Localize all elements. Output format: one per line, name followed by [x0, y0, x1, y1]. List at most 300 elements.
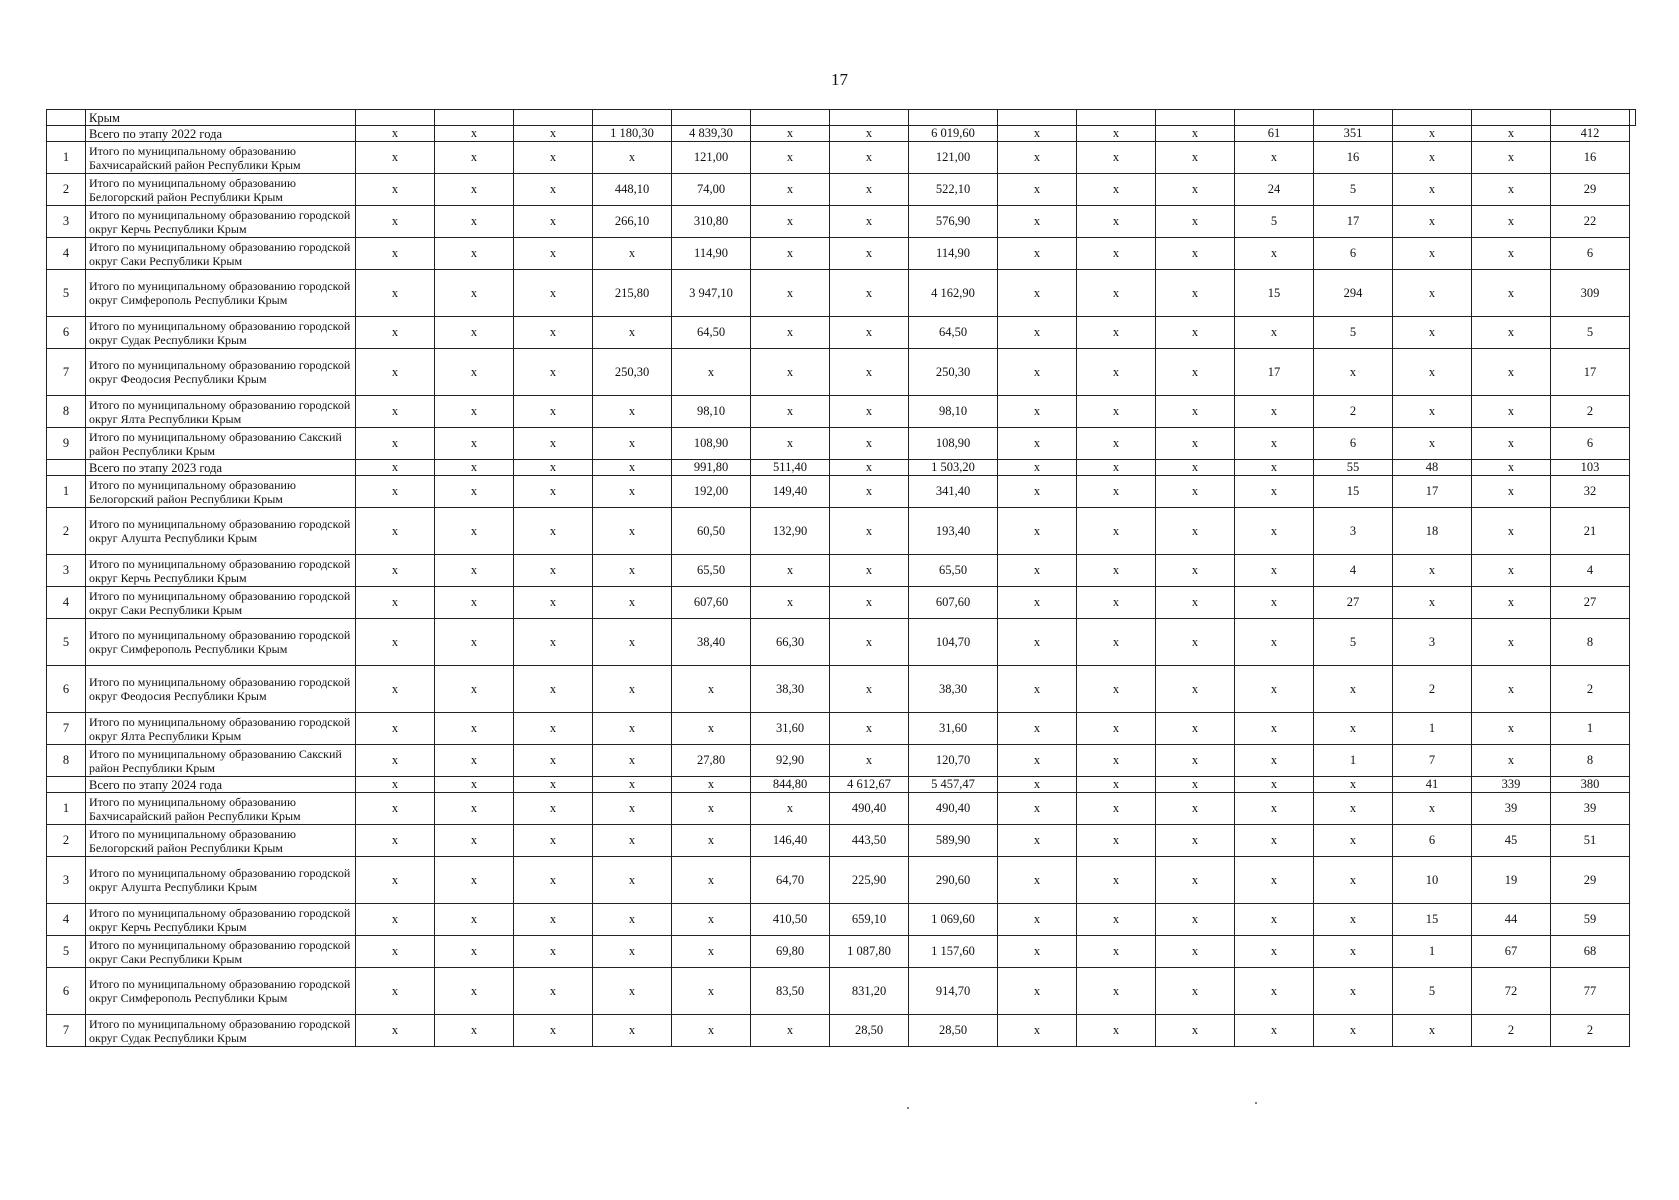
table-total-row [47, 777, 1636, 793]
table-cell: x [514, 396, 593, 428]
table-cell: 114,90 [672, 238, 751, 270]
table-cell: 607,60 [909, 587, 998, 619]
table-cell: 991,80 [672, 460, 751, 476]
table-cell: 4 [1314, 555, 1393, 587]
table-cell [435, 110, 514, 126]
table-cell: 24 [1235, 174, 1314, 206]
row-number: 4 [47, 587, 86, 619]
table-cell: 16 [1314, 142, 1393, 174]
table-cell: x [1077, 968, 1156, 1015]
table-cell: x [435, 904, 514, 936]
table-cell: x [830, 238, 909, 270]
table-cell: 28,50 [909, 1015, 998, 1047]
table-cell: x [830, 349, 909, 396]
table-cell: x [998, 713, 1077, 745]
table-cell: 27 [1551, 587, 1630, 619]
table-cell: 31,60 [909, 713, 998, 745]
table-cell: x [751, 174, 830, 206]
table-row [47, 174, 1636, 206]
table-cell: x [1235, 745, 1314, 777]
table-cell: x [1077, 713, 1156, 745]
table-cell: x [1235, 587, 1314, 619]
table-cell [1156, 110, 1235, 126]
table-cell: 5 457,47 [909, 777, 998, 793]
table-cell: x [751, 206, 830, 238]
table-cell: x [1472, 460, 1551, 476]
table-cell: x [1156, 142, 1235, 174]
table-cell: 490,40 [830, 793, 909, 825]
table-row [47, 904, 1636, 936]
row-name: Итого по муниципальному образованию городской округ Саки Республики Крым [86, 936, 356, 968]
table-cell: 339 [1472, 777, 1551, 793]
table-cell: x [1314, 857, 1393, 904]
table-cell: x [830, 619, 909, 666]
table-cell: x [514, 793, 593, 825]
table-cell: 10 [1393, 857, 1472, 904]
table-cell: x [751, 142, 830, 174]
row-number: 1 [47, 793, 86, 825]
table-cell: x [830, 713, 909, 745]
table-cell: 27,80 [672, 745, 751, 777]
scan-speck [1255, 1102, 1257, 1104]
table-cell: x [751, 126, 830, 142]
row-name: Итого по муниципальному образованию Сакский район Республики Крым [86, 745, 356, 777]
table-cell: 192,00 [672, 476, 751, 508]
table-cell: 310,80 [672, 206, 751, 238]
table-cell: x [1314, 777, 1393, 793]
row-name: Крым [86, 110, 356, 126]
table-cell: x [1393, 587, 1472, 619]
table-cell: x [1472, 619, 1551, 666]
row-number: 3 [47, 857, 86, 904]
table-cell: 5 [1314, 317, 1393, 349]
table-cell: x [1235, 396, 1314, 428]
row-name: Итого по муниципальному образованию городской округ Саки Республики Крым [86, 238, 356, 270]
table-cell: x [1314, 904, 1393, 936]
table-cell: x [593, 142, 672, 174]
table-cell: x [1077, 857, 1156, 904]
table-cell: 38,30 [751, 666, 830, 713]
table-cell: x [751, 555, 830, 587]
table-cell: x [1314, 713, 1393, 745]
table-cell: x [1235, 666, 1314, 713]
table-cell: 72 [1472, 968, 1551, 1015]
table-cell: x [593, 508, 672, 555]
table-row [47, 396, 1636, 428]
table-cell: x [751, 317, 830, 349]
table-cell: x [1235, 555, 1314, 587]
table-cell: 659,10 [830, 904, 909, 936]
table-cell: x [356, 349, 435, 396]
table-cell: x [1077, 126, 1156, 142]
row-name: Итого по муниципальному образованию Бахчисарайский район Республики Крым [86, 793, 356, 825]
table-cell: x [672, 777, 751, 793]
table-cell: x [514, 745, 593, 777]
table-cell: x [593, 317, 672, 349]
table-row [47, 1015, 1636, 1047]
table-cell: 103 [1551, 460, 1630, 476]
table-cell: 410,50 [751, 904, 830, 936]
table-cell: 68 [1551, 936, 1630, 968]
table-cell: x [830, 745, 909, 777]
table-cell: x [998, 619, 1077, 666]
table-cell: x [751, 587, 830, 619]
row-name: Итого по муниципальному образованию Белогорский район Республики Крым [86, 825, 356, 857]
table-cell: x [672, 713, 751, 745]
table-row [47, 317, 1636, 349]
table-cell: x [1077, 270, 1156, 317]
table-cell: x [751, 793, 830, 825]
table-cell: 67 [1472, 936, 1551, 968]
table-cell: x [1472, 270, 1551, 317]
table-cell: x [1156, 508, 1235, 555]
table-cell: 3 947,10 [672, 270, 751, 317]
table-cell [830, 110, 909, 126]
table-cell: x [998, 508, 1077, 555]
table-cell: x [356, 174, 435, 206]
table-cell: x [1393, 270, 1472, 317]
table-cell [909, 110, 998, 126]
table-cell: x [1393, 126, 1472, 142]
row-number: 1 [47, 142, 86, 174]
table-cell: x [593, 968, 672, 1015]
table-cell: 21 [1551, 508, 1630, 555]
table-cell: 8 [1551, 619, 1630, 666]
table-cell: x [356, 428, 435, 460]
table-cell [672, 110, 751, 126]
table-cell: x [1156, 713, 1235, 745]
table-cell: x [1156, 126, 1235, 142]
row-name: Итого по муниципальному образованию городской округ Керчь Республики Крым [86, 555, 356, 587]
table-row [47, 555, 1636, 587]
row-name: Всего по этапу 2023 года [86, 460, 356, 476]
table-cell: x [1314, 936, 1393, 968]
table-cell: x [1077, 206, 1156, 238]
table-cell: x [435, 777, 514, 793]
table-cell: 6 019,60 [909, 126, 998, 142]
table-cell: x [1156, 587, 1235, 619]
table-cell [356, 110, 435, 126]
table-cell: x [1156, 476, 1235, 508]
table-cell: 448,10 [593, 174, 672, 206]
table-cell: x [1235, 793, 1314, 825]
table-cell: x [435, 206, 514, 238]
table-cell: 589,90 [909, 825, 998, 857]
table-cell: x [356, 619, 435, 666]
table-cell: 6 [1551, 238, 1630, 270]
table-cell: 39 [1472, 793, 1551, 825]
row-number: 9 [47, 428, 86, 460]
table-cell: x [830, 396, 909, 428]
table-cell: x [593, 619, 672, 666]
table-cell: x [830, 126, 909, 142]
table-cell: 266,10 [593, 206, 672, 238]
table-cell: x [998, 317, 1077, 349]
table-cell: 2 [1551, 396, 1630, 428]
table-cell: x [435, 825, 514, 857]
table-cell: x [1472, 238, 1551, 270]
table-cell: 294 [1314, 270, 1393, 317]
table-cell: x [672, 857, 751, 904]
table-cell: x [356, 587, 435, 619]
table-cell: x [1077, 460, 1156, 476]
table-cell: 193,40 [909, 508, 998, 555]
table-cell: x [435, 666, 514, 713]
table-cell: x [356, 904, 435, 936]
table-cell: x [514, 428, 593, 460]
table-cell: 4 162,90 [909, 270, 998, 317]
row-number: 2 [47, 508, 86, 555]
table-row [47, 206, 1636, 238]
table-cell: x [998, 825, 1077, 857]
table-cell: 92,90 [751, 745, 830, 777]
table-cell: x [593, 904, 672, 936]
table-cell: x [1235, 460, 1314, 476]
table-cell: x [1077, 1015, 1156, 1047]
table-cell: x [830, 270, 909, 317]
table-cell: x [593, 745, 672, 777]
row-number: 3 [47, 555, 86, 587]
row-name: Итого по муниципальному образованию городской округ Алушта Республики Крым [86, 508, 356, 555]
table-cell: 38,30 [909, 666, 998, 713]
table-cell: x [1156, 857, 1235, 904]
table-cell: x [356, 476, 435, 508]
table-cell: x [435, 936, 514, 968]
table-cell: x [514, 460, 593, 476]
table-cell: 6 [1393, 825, 1472, 857]
table-cell: x [593, 936, 672, 968]
table-cell: 59 [1551, 904, 1630, 936]
table-cell: 60,50 [672, 508, 751, 555]
table-row [47, 428, 1636, 460]
table-cell: x [514, 587, 593, 619]
table-cell: x [593, 238, 672, 270]
table-cell: x [998, 460, 1077, 476]
table-cell: 38,40 [672, 619, 751, 666]
table-cell: x [751, 349, 830, 396]
table-cell: 844,80 [751, 777, 830, 793]
table-cell: x [1472, 142, 1551, 174]
table-row [47, 349, 1636, 396]
table-cell: x [1314, 825, 1393, 857]
row-name: Итого по муниципальному образованию городской округ Алушта Республики Крым [86, 857, 356, 904]
table-cell [593, 110, 672, 126]
table-cell: x [1235, 904, 1314, 936]
table-cell: x [1077, 317, 1156, 349]
page-number: 17 [831, 70, 848, 89]
table-cell: x [998, 142, 1077, 174]
table-cell: x [514, 206, 593, 238]
table-cell: x [1077, 174, 1156, 206]
table-cell: x [1472, 587, 1551, 619]
table-cell: x [1156, 460, 1235, 476]
row-name: Итого по муниципальному образованию Сакский район Республики Крым [86, 428, 356, 460]
row-number: 7 [47, 713, 86, 745]
table-cell: x [435, 555, 514, 587]
table-cell: x [1156, 936, 1235, 968]
table-cell: x [998, 793, 1077, 825]
table-cell: x [514, 968, 593, 1015]
table-cell: 16 [1551, 142, 1630, 174]
table-total-row [47, 460, 1636, 476]
row-name: Итого по муниципальному образованию городской округ Саки Республики Крым [86, 587, 356, 619]
table-cell: x [514, 857, 593, 904]
table-cell: x [1077, 666, 1156, 713]
table-cell: x [998, 555, 1077, 587]
table-cell: x [435, 396, 514, 428]
table-cell: x [356, 460, 435, 476]
table-cell: 27 [1314, 587, 1393, 619]
table-cell: x [593, 555, 672, 587]
table-cell: x [1472, 396, 1551, 428]
table-cell: 290,60 [909, 857, 998, 904]
table-cell: x [435, 587, 514, 619]
table-row [47, 936, 1636, 968]
table-cell: x [1472, 126, 1551, 142]
table-cell: x [1077, 142, 1156, 174]
row-number: 7 [47, 1015, 86, 1047]
table-cell: 66,30 [751, 619, 830, 666]
table-cell: x [593, 396, 672, 428]
table-cell: 17 [1393, 476, 1472, 508]
table-cell: x [1314, 349, 1393, 396]
table-cell: x [1235, 508, 1314, 555]
table-cell: 5 [1393, 968, 1472, 1015]
row-number: 3 [47, 206, 86, 238]
table-row [47, 857, 1636, 904]
table-cell: x [356, 317, 435, 349]
table-cell: 55 [1314, 460, 1393, 476]
table-cell: x [514, 142, 593, 174]
table-cell: x [356, 666, 435, 713]
table-cell: x [1472, 317, 1551, 349]
table-cell: x [593, 713, 672, 745]
row-name: Итого по муниципальному образованию городской округ Феодосия Республики Крым [86, 349, 356, 396]
table-cell: x [356, 508, 435, 555]
table-cell: x [1235, 476, 1314, 508]
table-cell: x [593, 428, 672, 460]
table-cell: x [1077, 349, 1156, 396]
table-cell: x [514, 508, 593, 555]
table-cell: 17 [1235, 349, 1314, 396]
table-cell: x [1393, 238, 1472, 270]
table-cell: x [1077, 508, 1156, 555]
table-cell: 108,90 [909, 428, 998, 460]
table-cell: 17 [1314, 206, 1393, 238]
table-cell: x [830, 555, 909, 587]
table-cell: 15 [1393, 904, 1472, 936]
table-cell: x [1156, 777, 1235, 793]
table-cell: x [830, 317, 909, 349]
table-cell: 32 [1551, 476, 1630, 508]
table-cell: x [435, 857, 514, 904]
row-number: 5 [47, 936, 86, 968]
table-cell: 41 [1393, 777, 1472, 793]
table-cell: x [514, 270, 593, 317]
table-cell: x [435, 1015, 514, 1047]
table-cell: x [1472, 745, 1551, 777]
table-cell: x [1156, 1015, 1235, 1047]
table-cell: x [435, 428, 514, 460]
table-cell: x [751, 428, 830, 460]
table-cell: x [672, 1015, 751, 1047]
row-name: Итого по муниципальному образованию городской округ Ялта Республики Крым [86, 396, 356, 428]
table-cell: x [672, 936, 751, 968]
table-cell: 2 [1314, 396, 1393, 428]
table-cell: x [356, 936, 435, 968]
table-cell: 6 [1551, 428, 1630, 460]
row-name: Итого по муниципальному образованию Бахчисарайский район Республики Крым [86, 142, 356, 174]
table-cell: x [1472, 174, 1551, 206]
table-cell: x [1235, 317, 1314, 349]
table-cell: 31,60 [751, 713, 830, 745]
table-cell: 28,50 [830, 1015, 909, 1047]
data-table [46, 109, 1636, 1047]
table-cell: x [998, 936, 1077, 968]
table-cell [1077, 110, 1156, 126]
table-cell: x [1235, 1015, 1314, 1047]
table-cell: x [1156, 825, 1235, 857]
table-cell: x [1235, 428, 1314, 460]
table-cell [998, 110, 1077, 126]
table-cell: x [514, 713, 593, 745]
row-number: 8 [47, 396, 86, 428]
table-cell: x [751, 238, 830, 270]
table-cell: 511,40 [751, 460, 830, 476]
row-number: 5 [47, 619, 86, 666]
table-cell: x [1156, 904, 1235, 936]
table-cell: x [1235, 968, 1314, 1015]
table-cell: 29 [1551, 174, 1630, 206]
table-cell: 121,00 [672, 142, 751, 174]
table-cell: 576,90 [909, 206, 998, 238]
table-cell: x [514, 936, 593, 968]
table-cell: 19 [1472, 857, 1551, 904]
table-cell: x [356, 270, 435, 317]
table-cell: 132,90 [751, 508, 830, 555]
table-cell: 64,70 [751, 857, 830, 904]
table-cell: 6 [1314, 428, 1393, 460]
row-number: 5 [47, 270, 86, 317]
table-cell: x [1156, 619, 1235, 666]
table-cell: 1 157,60 [909, 936, 998, 968]
table-cell: x [1156, 968, 1235, 1015]
table-cell: x [1235, 857, 1314, 904]
table-cell: 341,40 [909, 476, 998, 508]
table-body [47, 110, 1636, 1047]
table-cell: x [593, 825, 672, 857]
table-cell: x [672, 666, 751, 713]
table-cell: 351 [1314, 126, 1393, 142]
table-cell: x [998, 396, 1077, 428]
table-cell: 77 [1551, 968, 1630, 1015]
table-cell: 4 [1551, 555, 1630, 587]
table-row [47, 476, 1636, 508]
row-name: Итого по муниципальному образованию Белогорский район Республики Крым [86, 174, 356, 206]
table-cell: x [1156, 555, 1235, 587]
table-cell: x [672, 904, 751, 936]
table-cell: x [1393, 317, 1472, 349]
table-cell: x [830, 428, 909, 460]
table-cell [514, 110, 593, 126]
table-cell: x [1156, 793, 1235, 825]
table-cell: x [1077, 428, 1156, 460]
table-cell: x [356, 825, 435, 857]
row-name: Всего по этапу 2022 года [86, 126, 356, 142]
table-cell: x [356, 857, 435, 904]
table-cell: x [1472, 428, 1551, 460]
table-cell: 74,00 [672, 174, 751, 206]
